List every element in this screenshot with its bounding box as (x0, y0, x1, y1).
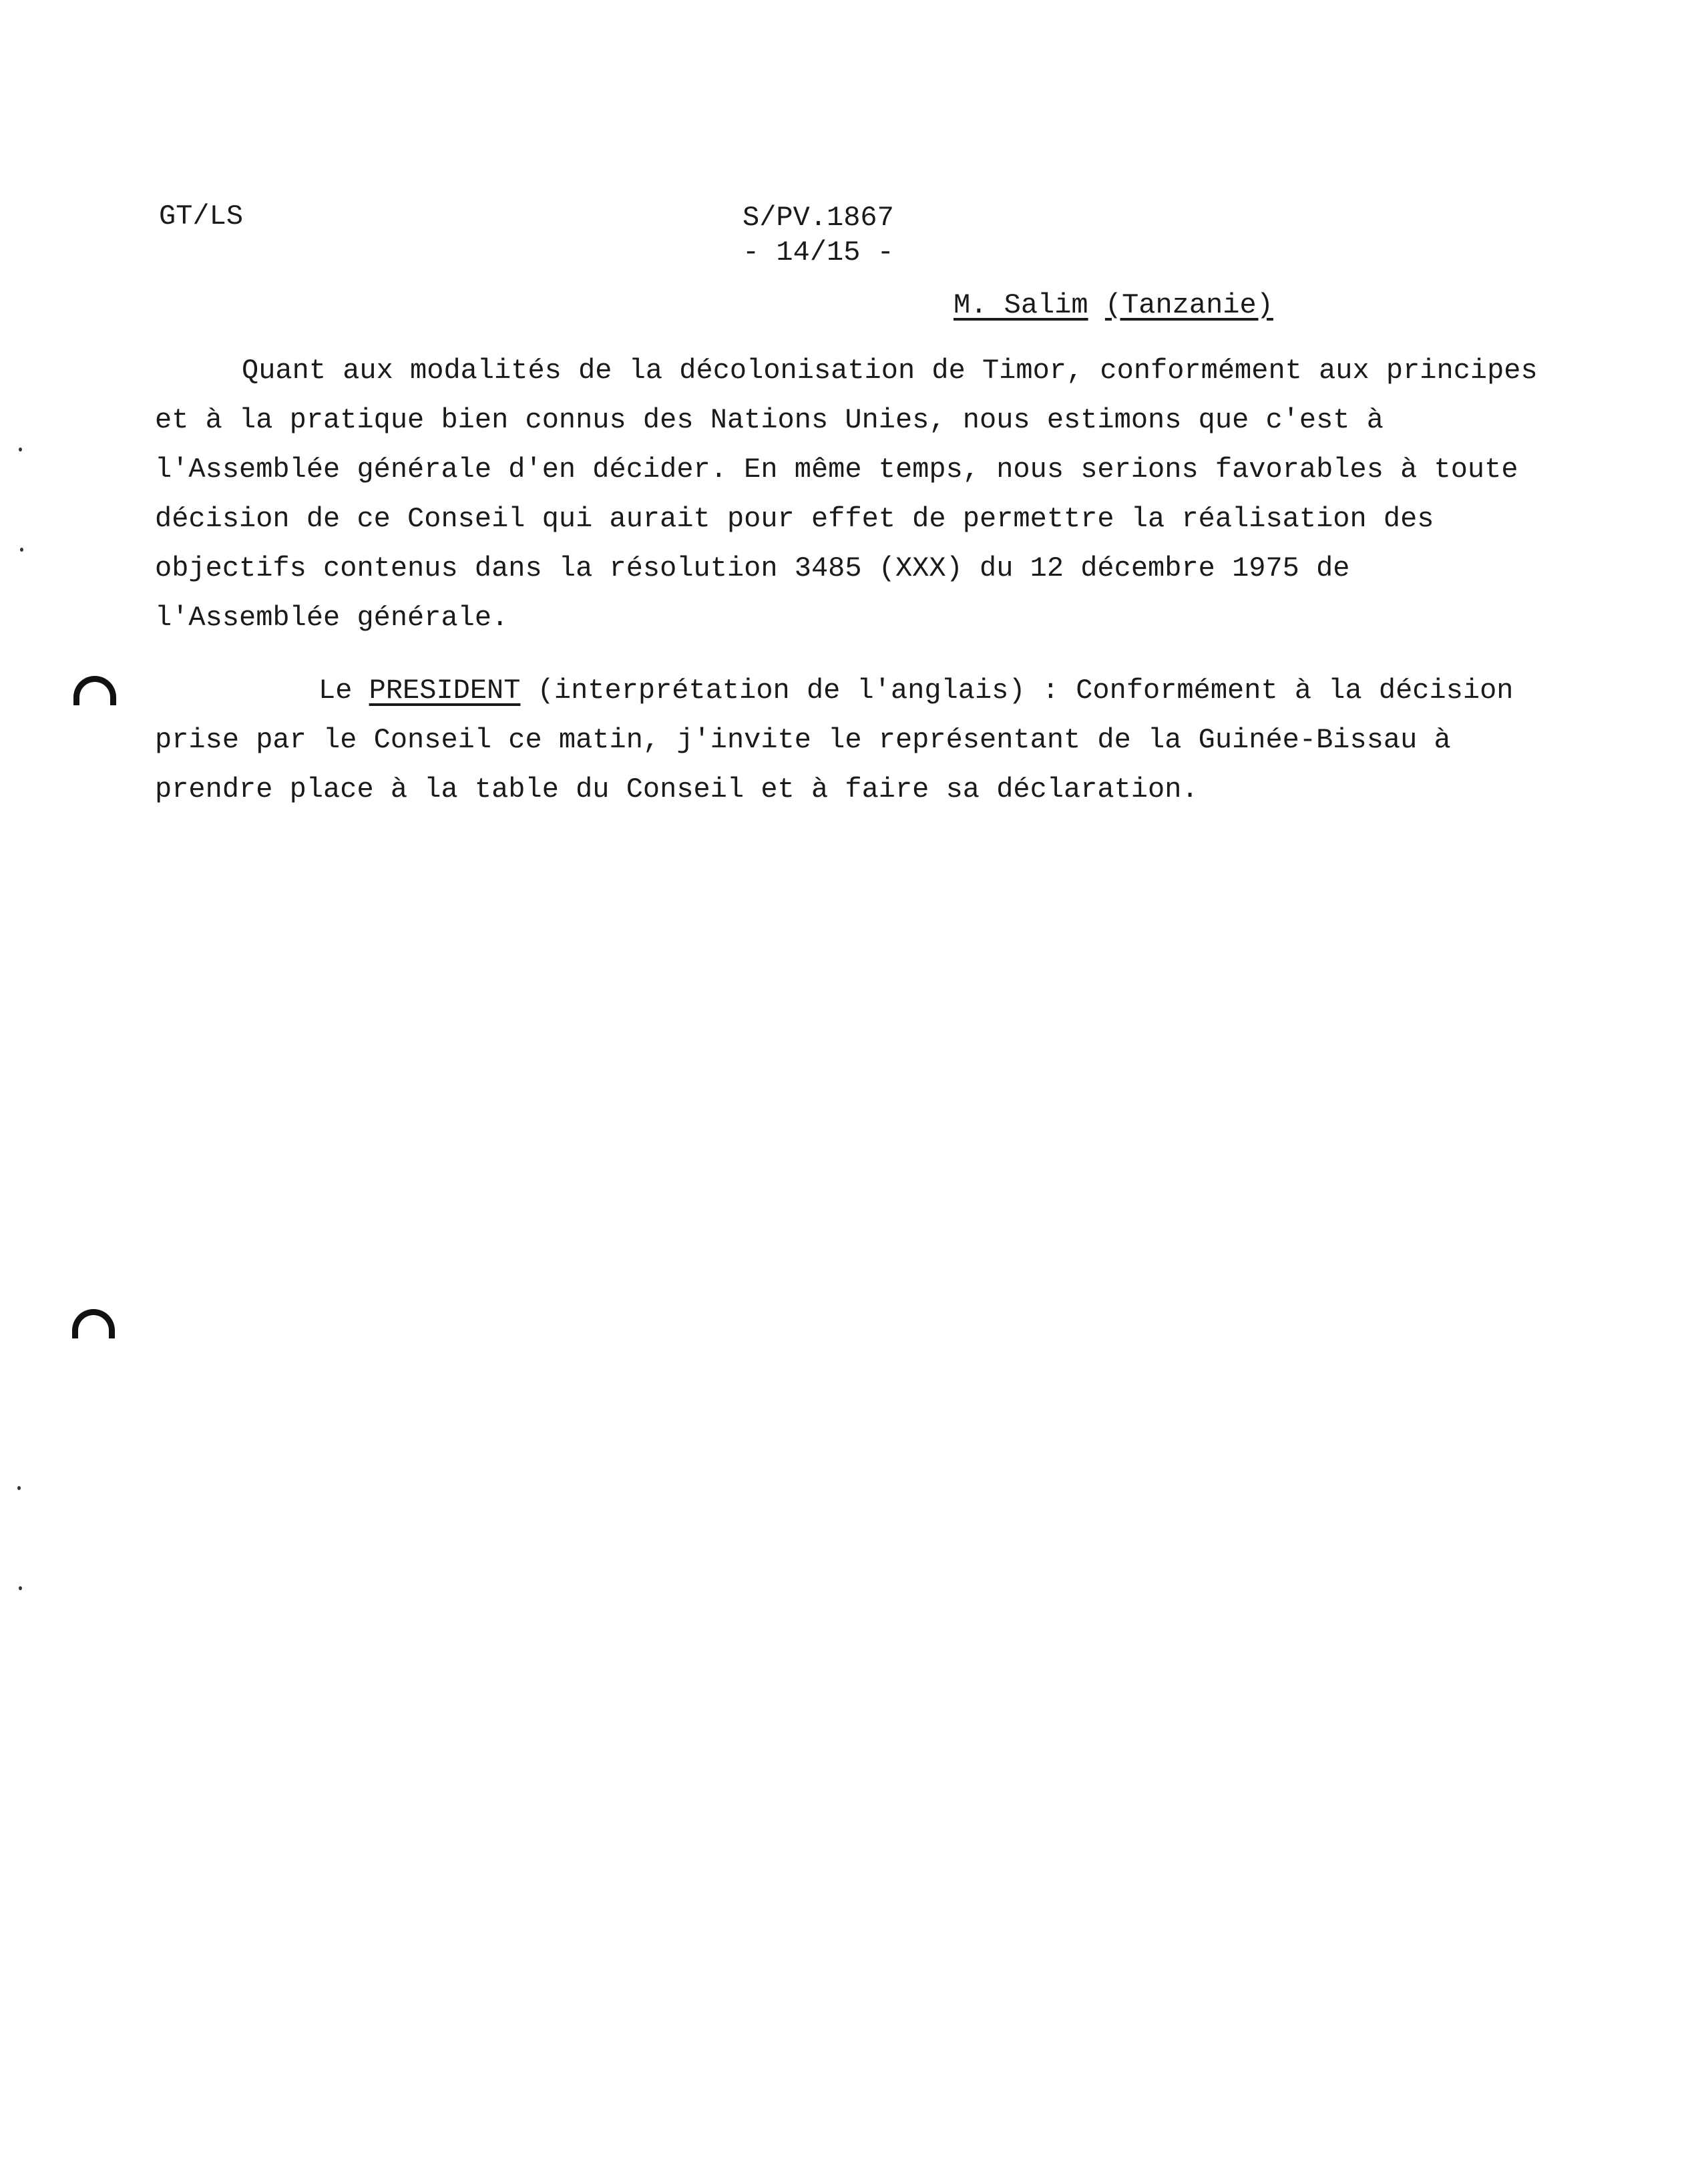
paragraph-line: Quant aux modalités de la décolonisation de Timor, conformément aux principes (242, 355, 1538, 387)
paragraph-line: décision de ce Conseil qui aurait pour effet de permettre la réalisation des (155, 503, 1434, 535)
paragraph-line (155, 666, 1514, 715)
president-prefix: Le (319, 675, 369, 707)
speaker-country: (Tanzanie) (1104, 289, 1273, 321)
paragraph-line: l'Assemblée générale d'en décider. En même temps, nous serions favorables à toute (155, 453, 1518, 486)
paragraph-line: et à la pratique bien connus des Nations Unies, nous estimons que c'est à (155, 404, 1384, 436)
paragraph-statement (155, 346, 1538, 643)
speaker-name: M. Salim (954, 289, 1088, 321)
typist-initials: GT/LS (159, 200, 244, 232)
president-line-rest: (interprétation de l'anglais) : Conformément à la décision (520, 675, 1514, 707)
paragraph-line: objectifs contenus dans la résolution 3485 (XXX) du 12 décembre 1975 de (155, 552, 1350, 584)
document-symbol: S/PV.1867 (743, 202, 894, 234)
punch-hole-mark (73, 676, 116, 705)
speaker-heading (954, 291, 1273, 319)
president-label: PRESIDENT (369, 675, 521, 707)
scan-speck (17, 1486, 21, 1490)
paragraph-line: prendre place à la table du Conseil et à faire sa déclaration. (155, 773, 1199, 805)
paragraph-president (155, 666, 1514, 814)
punch-hole-mark (72, 1309, 115, 1338)
page-number: - 14/15 - (743, 236, 894, 268)
scan-speck (20, 548, 23, 552)
paragraph-line: l'Assemblée générale. (155, 602, 509, 634)
scan-speck (19, 1586, 22, 1590)
scan-speck (19, 447, 22, 451)
paragraph-line: prise par le Conseil ce matin, j'invite le représentant de la Guinée-Bissau à (155, 724, 1451, 756)
